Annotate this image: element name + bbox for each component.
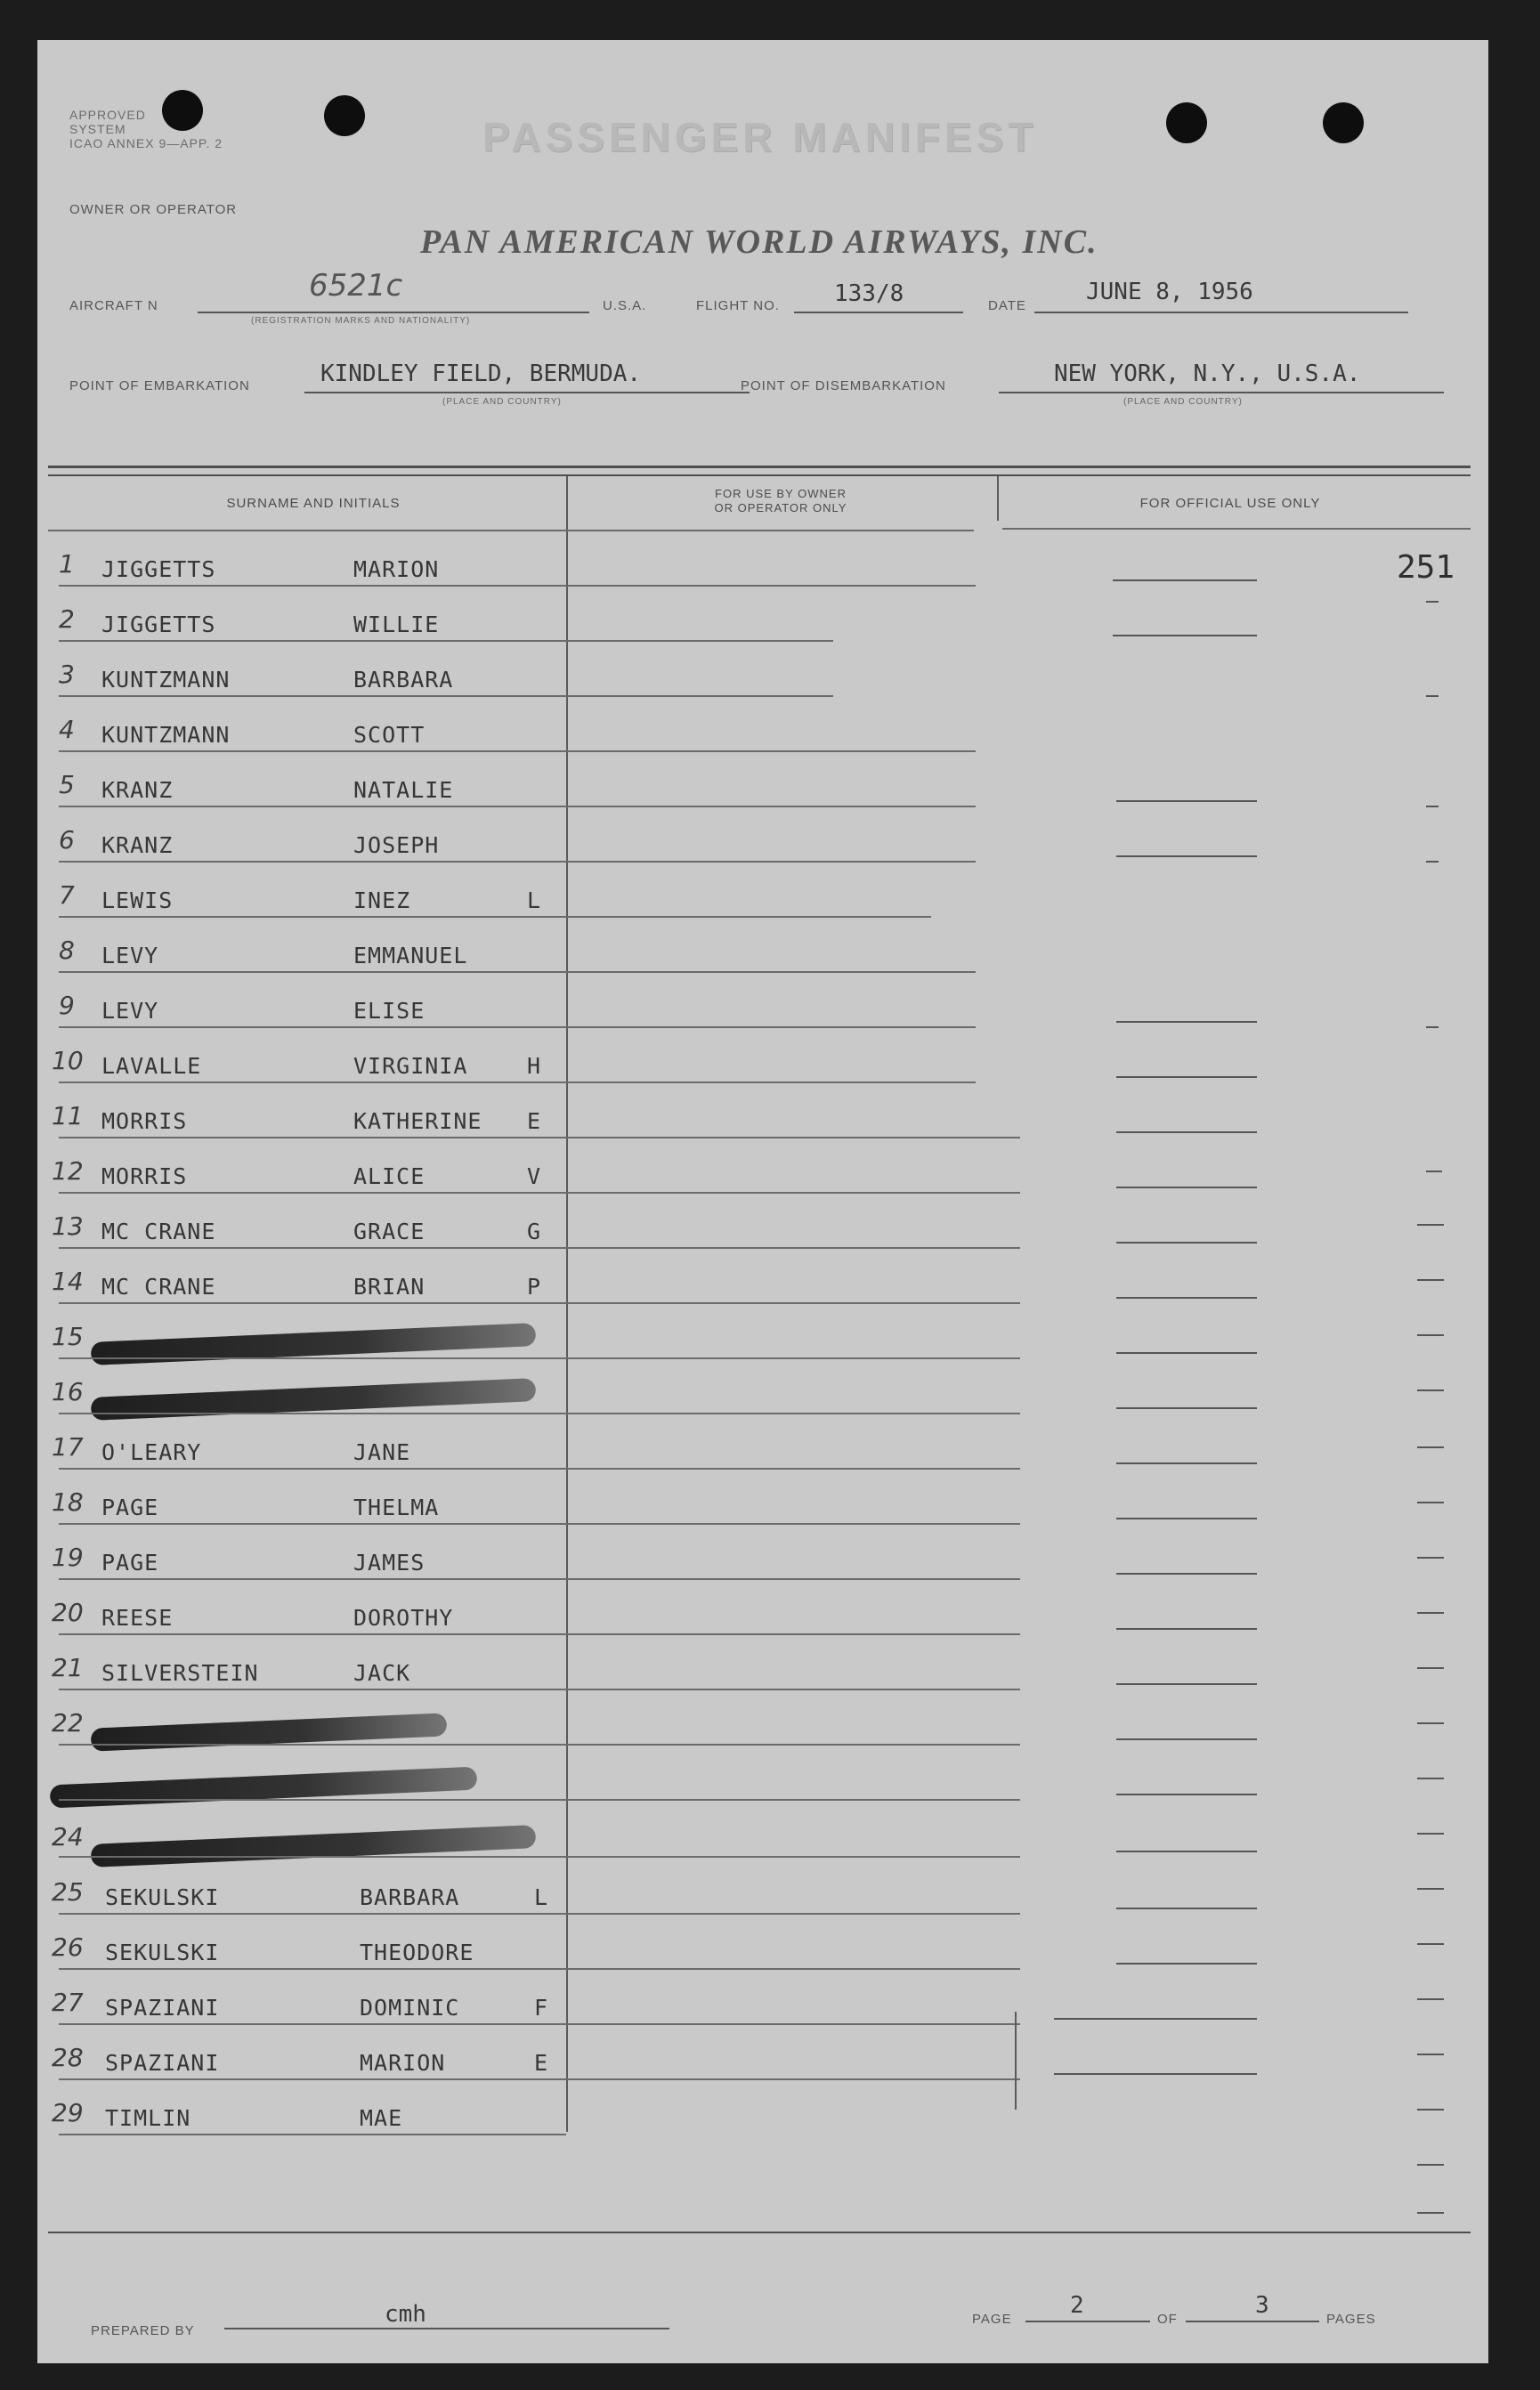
of-value: 3 bbox=[1255, 2292, 1269, 2319]
official-dash bbox=[1116, 1851, 1257, 1852]
row-number: 24 bbox=[52, 1822, 84, 1851]
official-dash bbox=[1116, 1963, 1257, 1965]
row-underline bbox=[59, 1468, 1020, 1470]
footer-rule bbox=[48, 2232, 1471, 2233]
official-tick bbox=[1426, 806, 1439, 807]
row-underline bbox=[59, 806, 976, 807]
official-dash bbox=[1116, 1518, 1257, 1519]
page-value: 2 bbox=[1070, 2292, 1084, 2319]
official-dash bbox=[1116, 1908, 1257, 1909]
redaction-mark bbox=[91, 1713, 448, 1751]
surname-cell: JIGGETTS bbox=[101, 556, 216, 582]
given-name-cell: ELISE bbox=[353, 998, 426, 1024]
official-tick bbox=[1417, 1279, 1444, 1281]
row-underline bbox=[59, 1689, 1020, 1690]
row-underline bbox=[59, 2134, 566, 2135]
official-dash bbox=[1116, 1573, 1257, 1575]
given-name-cell: SCOTT bbox=[353, 722, 426, 748]
official-dash bbox=[1116, 1794, 1257, 1795]
official-tick bbox=[1417, 1667, 1444, 1669]
row-underline bbox=[59, 1523, 1020, 1525]
given-name-cell: DOMINIC bbox=[360, 1995, 460, 2021]
official-dash bbox=[1116, 855, 1257, 857]
of-underline bbox=[1186, 2321, 1319, 2322]
header-rule-bottom bbox=[48, 530, 974, 531]
row-number: 29 bbox=[52, 2098, 84, 2127]
official-dash bbox=[1116, 1076, 1257, 1078]
official-dash bbox=[1116, 1628, 1257, 1630]
official-dash bbox=[1116, 1462, 1257, 1464]
official-tick bbox=[1417, 1389, 1444, 1391]
official-tick bbox=[1417, 1888, 1444, 1890]
given-name-cell: KATHERINE bbox=[353, 1108, 482, 1134]
punch-hole bbox=[162, 90, 203, 131]
surname-cell: KRANZ bbox=[101, 777, 174, 803]
redaction-mark bbox=[91, 1825, 537, 1867]
row-number: 10 bbox=[52, 1046, 84, 1075]
surname-cell: SILVERSTEIN bbox=[101, 1660, 259, 1686]
surname-cell: LEWIS bbox=[101, 887, 174, 913]
official-tick bbox=[1417, 1722, 1444, 1724]
official-tick bbox=[1417, 1502, 1444, 1503]
row-underline bbox=[59, 916, 931, 918]
given-name-cell: GRACE bbox=[353, 1219, 426, 1244]
official-tick bbox=[1426, 1171, 1442, 1172]
official-dash bbox=[1116, 1187, 1257, 1188]
row-number: 4 bbox=[59, 715, 75, 744]
given-name-cell: WILLIE bbox=[353, 612, 440, 637]
surname-cell: LEVY bbox=[101, 998, 159, 1024]
surname-cell: MORRIS bbox=[101, 1163, 188, 1189]
given-name-cell: JACK bbox=[353, 1660, 411, 1686]
row-underline bbox=[59, 971, 976, 973]
row-underline bbox=[59, 1082, 976, 1083]
prepared-by-label: PREPARED BY bbox=[91, 2323, 195, 2338]
surname-cell: KUNTZMANN bbox=[101, 722, 231, 748]
row-number: 27 bbox=[52, 1988, 84, 2017]
official-tick bbox=[1426, 1026, 1439, 1028]
flight-underline bbox=[794, 312, 963, 313]
prepared-by-underline bbox=[224, 2328, 669, 2329]
disembark-note: (PLACE AND COUNTRY) bbox=[1123, 397, 1243, 407]
surname-cell: JIGGETTS bbox=[101, 612, 216, 637]
row-number: 15 bbox=[52, 1322, 84, 1351]
embark-note: (PLACE AND COUNTRY) bbox=[442, 397, 562, 407]
row-number: 28 bbox=[52, 2043, 84, 2072]
surname-cell: KRANZ bbox=[101, 832, 174, 858]
approval-line-2: SYSTEM bbox=[69, 122, 126, 136]
initial-cell: E bbox=[527, 1108, 542, 1134]
row-underline bbox=[59, 1137, 1020, 1138]
surname-cell: REESE bbox=[101, 1605, 174, 1631]
official-tick bbox=[1417, 1224, 1444, 1226]
surname-cell: LAVALLE bbox=[101, 1053, 202, 1079]
official-tick bbox=[1417, 1943, 1444, 1945]
given-name-cell: JAMES bbox=[353, 1550, 426, 1576]
official-dash bbox=[1116, 1021, 1257, 1023]
row-number: 2 bbox=[59, 604, 75, 634]
initial-cell: L bbox=[534, 1884, 549, 1910]
row-underline bbox=[59, 585, 976, 587]
row-underline bbox=[59, 1578, 1020, 1580]
official-tick bbox=[1417, 1833, 1444, 1835]
row-underline bbox=[59, 1744, 1020, 1746]
row-number: 17 bbox=[52, 1432, 84, 1462]
row-underline bbox=[59, 1192, 1020, 1194]
official-tick bbox=[1417, 2164, 1444, 2166]
column-divider-2 bbox=[997, 476, 999, 521]
row-underline bbox=[59, 1026, 976, 1028]
owner-label: OWNER OR OPERATOR bbox=[69, 202, 238, 217]
row-underline bbox=[59, 2023, 1020, 2025]
initial-cell: G bbox=[527, 1219, 542, 1244]
row-underline bbox=[59, 2078, 1020, 2080]
embark-value: KINDLEY FIELD, BERMUDA. bbox=[320, 361, 642, 387]
surname-cell: PAGE bbox=[101, 1495, 159, 1520]
disembark-value: NEW YORK, N.Y., U.S.A. bbox=[1054, 361, 1361, 387]
given-name-cell: ALICE bbox=[353, 1163, 426, 1189]
row-underline bbox=[59, 750, 976, 752]
row-number: 9 bbox=[59, 991, 75, 1020]
row-underline bbox=[59, 1913, 1020, 1915]
given-name-cell: MARION bbox=[353, 556, 440, 582]
row-underline bbox=[59, 861, 976, 863]
surname-cell: SPAZIANI bbox=[105, 2050, 220, 2076]
punch-hole bbox=[1323, 102, 1364, 143]
official-tick bbox=[1426, 601, 1439, 603]
initial-cell: L bbox=[527, 887, 542, 913]
initial-cell: E bbox=[534, 2050, 549, 2076]
official-tick bbox=[1417, 2109, 1444, 2110]
aircraft-underline bbox=[198, 312, 589, 313]
row-underline bbox=[59, 1357, 1020, 1359]
official-tick bbox=[1417, 1557, 1444, 1559]
given-name-cell: DOROTHY bbox=[353, 1605, 454, 1631]
airline-name: PAN AMERICAN WORLD AIRWAYS, INC. bbox=[420, 223, 1098, 261]
prepared-by-value: cmh bbox=[385, 2301, 426, 2328]
page-label: PAGE bbox=[972, 2312, 1012, 2327]
surname-cell: SEKULSKI bbox=[105, 1940, 220, 1965]
given-name-cell: EMMANUEL bbox=[353, 943, 468, 968]
official-dash bbox=[1116, 1738, 1257, 1740]
row-underline bbox=[59, 1633, 1020, 1635]
date-value: JUNE 8, 1956 bbox=[1086, 279, 1253, 305]
row-underline bbox=[59, 1856, 1020, 1858]
row-underline bbox=[59, 640, 833, 642]
surname-column-header: SURNAME AND INITIALS bbox=[226, 496, 401, 511]
surname-cell: LEVY bbox=[101, 943, 159, 968]
official-tick bbox=[1417, 1998, 1444, 2000]
official-dash bbox=[1116, 1242, 1257, 1244]
row-number: 19 bbox=[52, 1543, 84, 1572]
embark-underline bbox=[304, 392, 750, 393]
official-dash bbox=[1116, 1297, 1257, 1299]
aircraft-label: AIRCRAFT N bbox=[69, 298, 158, 313]
header-rule-second bbox=[48, 474, 1471, 476]
official-tick bbox=[1417, 1334, 1444, 1336]
surname-cell: KUNTZMANN bbox=[101, 667, 231, 693]
row-number: 22 bbox=[52, 1708, 84, 1738]
official-dash bbox=[1113, 635, 1257, 636]
given-name-cell: INEZ bbox=[353, 887, 411, 913]
official-dash bbox=[1054, 2018, 1257, 2020]
row-underline bbox=[59, 1302, 1020, 1304]
column-divider-1 bbox=[566, 476, 568, 2132]
given-name-cell: VIRGINIA bbox=[353, 1053, 468, 1079]
official-dash bbox=[1116, 1131, 1257, 1133]
initial-cell: P bbox=[527, 1274, 542, 1300]
date-label: DATE bbox=[988, 298, 1026, 313]
embark-label: POINT OF EMBARKATION bbox=[69, 378, 250, 393]
flight-value: 133/8 bbox=[834, 280, 904, 307]
surname-cell: MC CRANE bbox=[101, 1274, 216, 1300]
official-header-rule bbox=[1002, 528, 1471, 530]
official-dash bbox=[1116, 1683, 1257, 1685]
given-name-cell: THELMA bbox=[353, 1495, 440, 1520]
row-underline bbox=[59, 1413, 1020, 1414]
official-tick bbox=[1417, 1446, 1444, 1448]
official-dash bbox=[1113, 579, 1257, 581]
given-name-cell: BARBARA bbox=[353, 667, 454, 693]
row-number: 12 bbox=[52, 1156, 84, 1186]
row-number: 25 bbox=[52, 1877, 84, 1907]
disembark-underline bbox=[999, 392, 1444, 393]
row-number: 1 bbox=[59, 549, 75, 579]
official-tick bbox=[1426, 861, 1439, 863]
owner-column-header-2: OR OPERATOR ONLY bbox=[714, 501, 847, 514]
given-name-cell: THEODORE bbox=[360, 1940, 474, 1965]
row-number: 7 bbox=[59, 880, 75, 910]
official-tick bbox=[1417, 1778, 1444, 1779]
page-underline bbox=[1025, 2321, 1150, 2322]
surname-cell: SPAZIANI bbox=[105, 1995, 220, 2021]
of-label: OF bbox=[1157, 2312, 1178, 2327]
manifest-sheet bbox=[37, 40, 1488, 2363]
official-tick bbox=[1417, 2054, 1444, 2055]
punch-hole bbox=[1166, 102, 1207, 143]
official-dash bbox=[1116, 1352, 1257, 1354]
official-bracket bbox=[1015, 2012, 1017, 2110]
row-number: 20 bbox=[52, 1598, 84, 1627]
row-number: 18 bbox=[52, 1487, 84, 1517]
given-name-cell: MAE bbox=[360, 2105, 403, 2131]
row-underline bbox=[59, 1247, 1020, 1249]
aircraft-value: 6521c bbox=[309, 268, 403, 304]
initial-cell: V bbox=[527, 1163, 542, 1189]
official-column-header: FOR OFFICIAL USE ONLY bbox=[1139, 496, 1321, 511]
flight-label: FLIGHT NO. bbox=[696, 298, 780, 313]
row-underline bbox=[59, 1968, 1020, 1970]
given-name-cell: MARION bbox=[360, 2050, 446, 2076]
row-number: 8 bbox=[59, 936, 75, 965]
date-underline bbox=[1034, 312, 1408, 313]
row-number: 5 bbox=[59, 770, 75, 799]
surname-cell: O'LEARY bbox=[101, 1439, 202, 1465]
official-dash bbox=[1116, 1407, 1257, 1409]
surname-cell: MC CRANE bbox=[101, 1219, 216, 1244]
redaction-mark bbox=[50, 1767, 478, 1809]
row-number: 6 bbox=[59, 825, 75, 855]
disembark-label: POINT OF DISEMBARKATION bbox=[741, 378, 946, 393]
row-number: 26 bbox=[52, 1932, 84, 1962]
row-number: 3 bbox=[59, 660, 75, 689]
official-dash bbox=[1054, 2073, 1257, 2075]
surname-cell: SEKULSKI bbox=[105, 1884, 220, 1910]
header-rule-top bbox=[48, 466, 1471, 468]
approval-line-3: ICAO ANNEX 9—APP. 2 bbox=[69, 136, 223, 150]
surname-cell: PAGE bbox=[101, 1550, 159, 1576]
given-name-cell: JANE bbox=[353, 1439, 411, 1465]
official-tick bbox=[1426, 695, 1439, 697]
usa-label: U.S.A. bbox=[603, 298, 647, 313]
official-number: 251 bbox=[1396, 549, 1455, 586]
owner-column-header-1: FOR USE BY OWNER bbox=[715, 487, 847, 500]
official-tick bbox=[1417, 2212, 1444, 2214]
registration-note: (REGISTRATION MARKS AND NATIONALITY) bbox=[251, 316, 471, 326]
initial-cell: F bbox=[534, 1995, 549, 2021]
row-underline bbox=[59, 695, 833, 697]
surname-cell: MORRIS bbox=[101, 1108, 188, 1134]
given-name-cell: JOSEPH bbox=[353, 832, 440, 858]
row-number: 14 bbox=[52, 1267, 84, 1296]
row-number: 16 bbox=[52, 1377, 84, 1406]
official-dash bbox=[1116, 800, 1257, 802]
given-name-cell: NATALIE bbox=[353, 777, 454, 803]
approval-line-1: APPROVED bbox=[69, 108, 146, 122]
surname-cell: TIMLIN bbox=[105, 2105, 191, 2131]
page-title: PASSENGER MANIFEST bbox=[482, 114, 1038, 160]
given-name-cell: BRIAN bbox=[353, 1274, 426, 1300]
row-number: 11 bbox=[52, 1101, 84, 1130]
row-number: 13 bbox=[52, 1211, 84, 1241]
given-name-cell: BARBARA bbox=[360, 1884, 460, 1910]
row-underline bbox=[59, 1799, 1020, 1801]
initial-cell: H bbox=[527, 1053, 542, 1079]
official-tick bbox=[1417, 1612, 1444, 1614]
pages-label: PAGES bbox=[1326, 2312, 1376, 2327]
punch-hole bbox=[324, 95, 365, 136]
row-number: 21 bbox=[52, 1653, 84, 1682]
